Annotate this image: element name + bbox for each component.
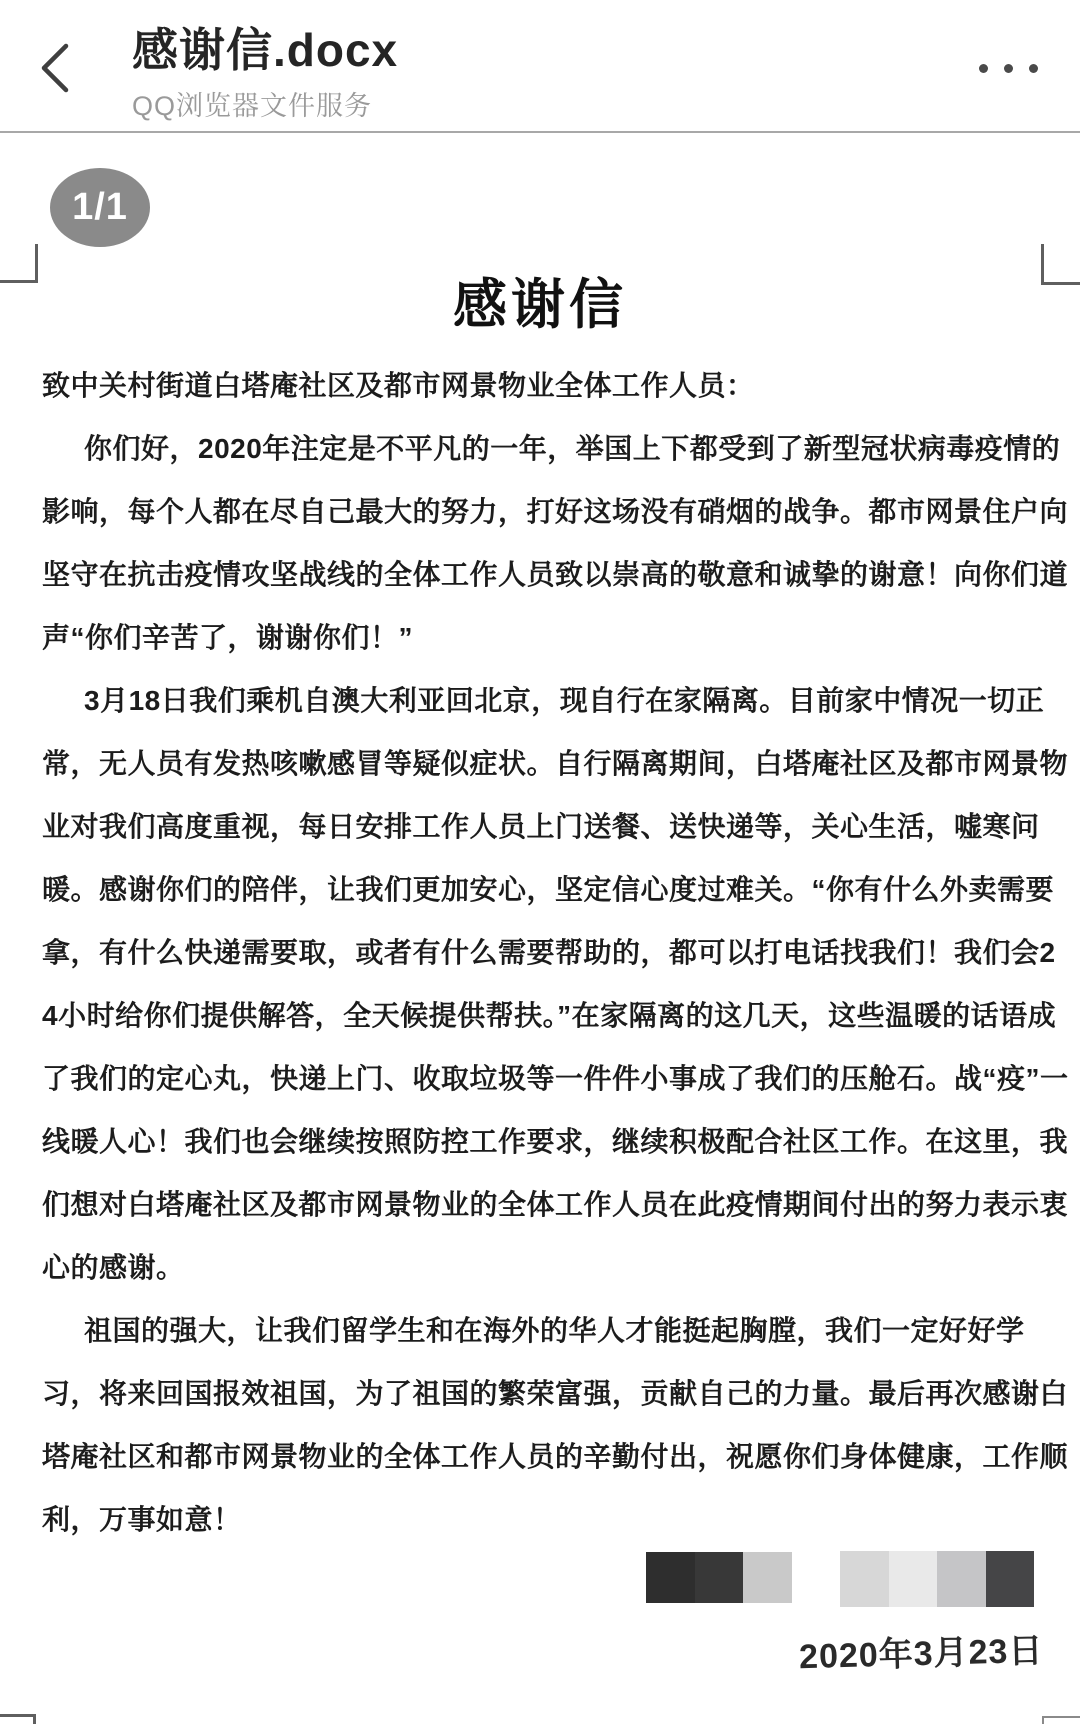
dot [1029,64,1038,73]
document-text-line: 声“你们辛苦了，谢谢你们！” [42,622,414,653]
document-text-line: 影响，每个人都在尽自己最大的努力，打好这场没有硝烟的战争。都市网景住户向 [42,496,1069,527]
document-text-line: 暖。感谢你们的陪伴，让我们更加安心，坚定信心度过难关。“你有什么外卖需要 [42,874,1055,905]
page-indicator-badge: 1/1 [50,168,150,247]
ellipsis-horizontal-icon [970,48,1046,88]
document-body [42,354,1069,1551]
page-corner-mark-bottom-right [1042,1716,1080,1724]
document-text-line: 你们好，2020年注定是不平凡的一年，举国上下都受到了新型冠状病毒疫情的 [84,433,1061,464]
redacted-signature-right [840,1551,1034,1607]
header-titles [132,22,398,123]
document-text-line: 们想对白塔庵社区及都市网景物业的全体工作人员在此疫情期间付出的努力表示衷 [42,1189,1069,1220]
document-text-line: 祖国的强大，让我们留学生和在海外的华人才能挺起胸膛，我们一定好好学 [84,1315,1025,1346]
document-text-line: 利，万事如意！ [42,1504,242,1535]
redaction-block [840,1551,889,1607]
document-text-line: 了我们的定心丸，快递上门、收取垃圾等一件件小事成了我们的压舱石。战“疫”一 [42,1063,1069,1094]
redacted-signature-left [646,1552,792,1603]
chevron-left-icon [34,40,74,96]
document-title: 感谢信 [453,275,627,335]
document-text-line: 塔庵社区和都市网景物业的全体工作人员的辛勤付出，祝愿你们身体健康，工作顺 [42,1441,1069,1472]
document-text-line: 线暖人心！我们也会继续按照防控工作要求，继续积极配合社区工作。在这里，我 [42,1126,1069,1157]
back-button[interactable] [34,36,94,100]
document-text-line: 业对我们高度重视，每日安排工作人员上门送餐、送快递等，关心生活，嘘寒问 [42,811,1040,842]
document-text-line: 致中关村街道白塔庵社区及都市网景物业全体工作人员： [42,370,755,401]
file-title: 感谢信.docx [132,24,399,76]
redaction-block [695,1552,744,1603]
dot [979,64,988,73]
document-text-line: 常，无人员有发热咳嗽感冒等疑似症状。自行隔离期间，白塔庵社区及都市网景物 [42,748,1069,779]
redaction-block [986,1551,1035,1607]
document-text-line: 4小时给你们提供解答，全天候提供帮扶。”在家隔离的这几天，这些温暖的话语成 [42,1000,1057,1031]
redaction-block [743,1552,792,1603]
page-corner-mark-bottom-left [0,1714,36,1724]
redaction-block [937,1551,986,1607]
file-source-label: QQ浏览器文件服务 [132,91,373,121]
document-text-line: 心的感谢。 [42,1252,185,1283]
dot [1004,64,1013,73]
header [0,0,1080,133]
document-text-line: 拿，有什么快递需要取，或者有什么需要帮助的，都可以打电话找我们！我们会2 [42,937,1056,968]
more-button[interactable] [970,48,1046,88]
redaction-block [889,1551,938,1607]
redaction-block [646,1552,695,1603]
document-date: 2020年3月23日 [798,1631,1044,1677]
document-text-line: 3月18日我们乘机自澳大利亚回北京，现自行在家隔离。目前家中情况一切正 [84,685,1045,716]
document-text-line: 习，将来回国报效祖国，为了祖国的繁荣富强，贡献自己的力量。最后再次感谢白 [42,1378,1069,1409]
document-text-line: 坚守在抗击疫情攻坚战线的全体工作人员致以崇高的敬意和诚挚的谢意！向你们道 [42,559,1069,590]
